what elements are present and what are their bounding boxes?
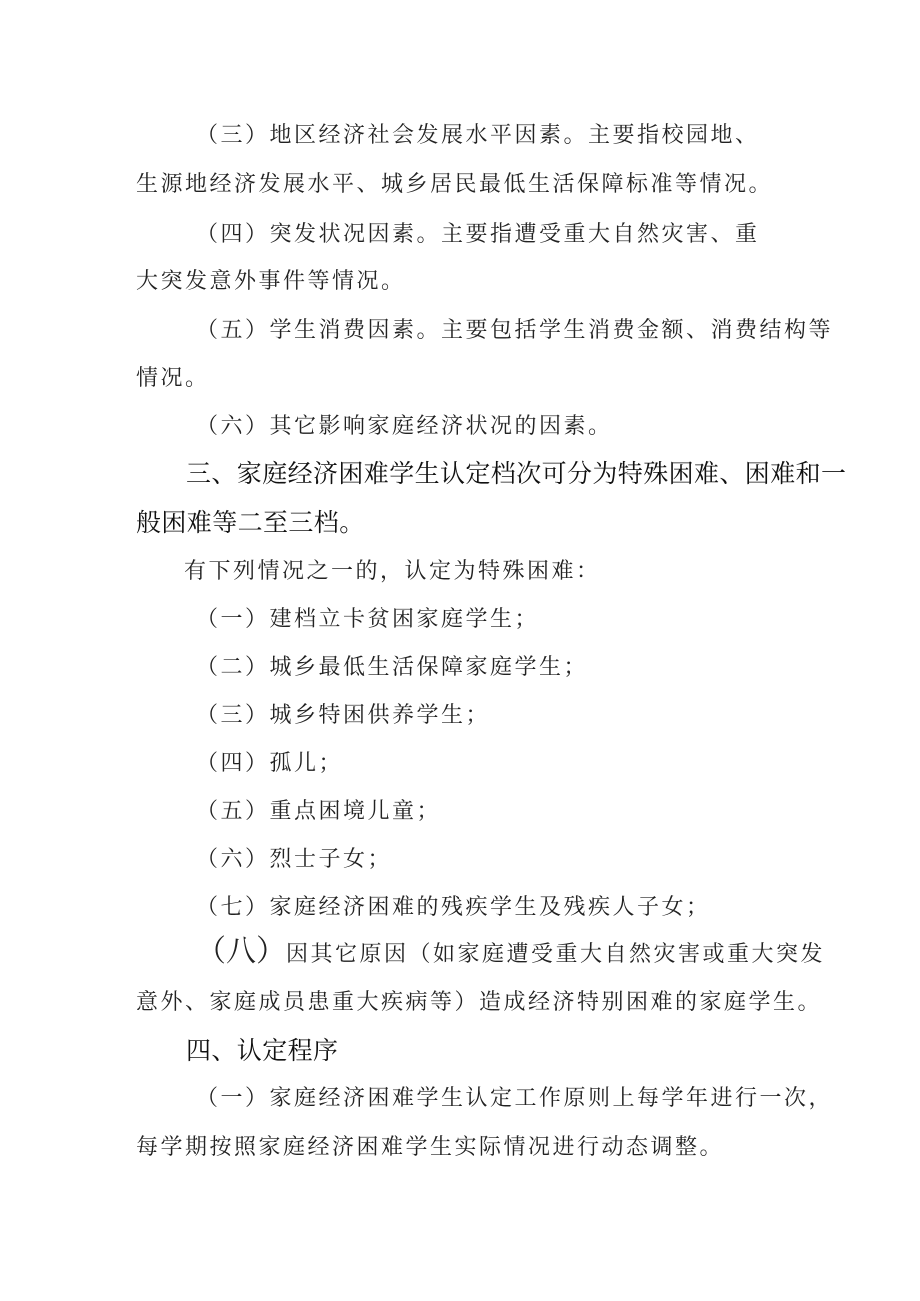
para-economic-level-line1: （三）地区经济社会发展水平因素。主要指校园地、 [196, 123, 760, 148]
list-item-5: （五）重点困境儿童； [196, 799, 442, 824]
list-item-6: （六）烈士子女； [196, 847, 393, 872]
list-item-1: （一）建档立卡贫困家庭学生； [196, 607, 540, 632]
para-consumption-line2: 情况。 [136, 366, 210, 391]
list-item-8-marker: （八） [196, 934, 286, 969]
list-item-4: （四）孤儿； [196, 751, 344, 776]
section-heading-3-line2: 般困难等二至三档。 [136, 508, 365, 537]
list-item-8-line2: 意外、家庭成员患重大疾病等）造成经济特别困难的家庭学生。 [136, 990, 823, 1015]
section-heading-4: 四、认定程序 [186, 1036, 339, 1065]
intro-special-difficulty: 有下列情况之一的，认定为特殊困难： [184, 559, 601, 584]
list-item-7: （七）家庭经济困难的残疾学生及残疾人子女； [196, 895, 711, 920]
para-emergency-line2: 大突发意外事件等情况。 [136, 269, 406, 294]
para-procedure-line2: 每学期按照家庭经济困难学生实际情况进行动态调整。 [136, 1135, 725, 1160]
list-item-8-text: 因其它原因（如家庭遭受重大自然灾害或重大突发 [286, 942, 826, 967]
para-economic-level-line2: 生源地经济发展水平、城乡居民最低生活保障标准等情况。 [136, 172, 774, 197]
list-item-2: （二）城乡最低生活保障家庭学生； [196, 655, 589, 680]
para-other-factors: （六）其它影响家庭经济状况的因素。 [196, 414, 613, 439]
list-item-8-line1 [196, 934, 826, 970]
section-heading-3-line1: 三、家庭经济困难学生认定档次可分为特殊困难、困难和一 [186, 459, 847, 488]
para-consumption-line1: （五）学生消费因素。主要包括学生消费金额、消费结构等 [196, 318, 834, 343]
list-item-3: （三）城乡特困供养学生； [196, 703, 491, 728]
para-emergency-line1: （四）突发状况因素。主要指遭受重大自然灾害、重 [196, 222, 760, 247]
para-procedure-line1: （一）家庭经济困难学生认定工作原则上每学年进行一次， [196, 1086, 834, 1111]
